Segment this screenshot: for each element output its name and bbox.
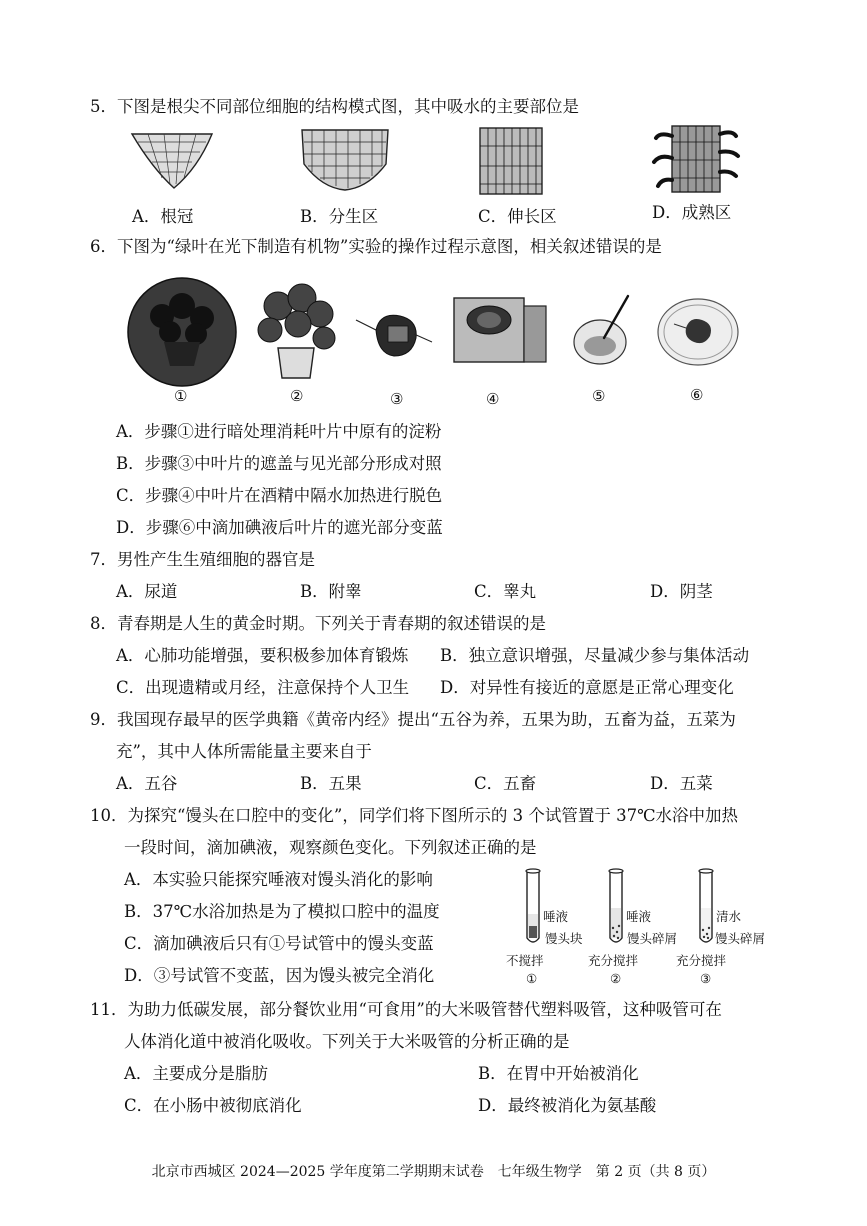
q8-option-d: D．对异性有接近的意愿是正常心理变化 bbox=[440, 678, 734, 697]
tube-1-number: ① bbox=[526, 971, 538, 986]
root-cap-figure bbox=[128, 128, 216, 192]
test-tube-3 bbox=[697, 868, 715, 948]
tube-2-number: ② bbox=[610, 971, 622, 986]
q11-stem-line-2: 人体消化道中被消化吸收。下列关于大米吸管的分析正确的是 bbox=[124, 1032, 570, 1051]
tube-3-bottom-label: 馒头碎屑 bbox=[715, 931, 766, 946]
potted-plant-figure bbox=[250, 282, 342, 382]
test-tube-2 bbox=[607, 868, 625, 948]
q7-option-b: B．附睾 bbox=[300, 582, 362, 601]
q9-stem-line-2: 充”，其中人体所需能量主要来自于 bbox=[116, 742, 372, 761]
q8-option-c: C．出现遗精或月经，注意保持个人卫生 bbox=[116, 678, 410, 697]
tube-3-top-label: 清水 bbox=[716, 909, 742, 924]
q9-option-a: A．五谷 bbox=[116, 774, 178, 793]
q11-option-d: D．最终被消化为氨基酸 bbox=[478, 1096, 657, 1115]
iodine-dish-figure bbox=[656, 296, 740, 368]
q6-option-c: C．步骤④中叶片在酒精中隔水加热进行脱色 bbox=[116, 486, 443, 505]
q8-stem: 8．青春期是人生的黄金时期。下列关于青春期的叙述错误的是 bbox=[90, 614, 546, 633]
q9-option-d: D．五菜 bbox=[650, 774, 713, 793]
q6-option-a: A．步骤①进行暗处理消耗叶片中原有的淀粉 bbox=[116, 422, 442, 441]
q5-option-b: B．分生区 bbox=[300, 207, 379, 226]
q10-option-d: D．③号试管不变蓝，因为馒头被完全消化 bbox=[124, 966, 435, 985]
q9-option-b: B．五果 bbox=[300, 774, 362, 793]
q8-option-b: B．独立意识增强，尽量减少参与集体活动 bbox=[440, 646, 750, 665]
test-tube-1 bbox=[524, 868, 542, 948]
q9-stem-line-1: 9．我国现存最早的医学典籍《黄帝内经》提出“五谷为养，五果为助，五畜为益，五菜为 bbox=[90, 710, 736, 729]
tube-2-caption: 充分搅拌 bbox=[588, 953, 639, 968]
q8-option-a: A．心肺功能增强，要积极参加体育锻炼 bbox=[116, 646, 409, 665]
q10-option-a: A．本实验只能探究唾液对馒头消化的影响 bbox=[124, 870, 433, 889]
q6-option-d: D．步骤⑥中滴加碘液后叶片的遮光部分变蓝 bbox=[116, 518, 443, 537]
q10-stem-line-2: 一段时间，滴加碘液，观察颜色变化。下列叙述正确的是 bbox=[124, 838, 537, 857]
tube-3-caption: 充分搅拌 bbox=[676, 953, 727, 968]
q6-stem: 6．下图为“绿叶在光下制造有机物”实验的操作过程示意图，相关叙述错误的是 bbox=[90, 237, 662, 256]
step-4-label: ④ bbox=[486, 390, 500, 408]
maturation-zone-figure bbox=[650, 124, 742, 194]
covered-leaf-figure bbox=[354, 306, 434, 362]
q11-option-b: B．在胃中开始被消化 bbox=[478, 1064, 639, 1083]
tube-1-bottom-label: 馒头块 bbox=[545, 931, 583, 946]
tube-1-caption: 不搅拌 bbox=[506, 953, 544, 968]
q9-option-c: C．五畜 bbox=[474, 774, 537, 793]
page-footer: 北京市西城区 2024—2025 学年度第二学期期末试卷 七年级生物学 第 2 页（共 8 页） bbox=[151, 1164, 716, 1180]
q5-option-a: A．根冠 bbox=[132, 207, 194, 226]
step-3-label: ③ bbox=[390, 390, 404, 408]
step-5-label: ⑤ bbox=[592, 387, 606, 405]
tube-2-top-label: 唾液 bbox=[626, 909, 652, 924]
q7-stem: 7．男性产生生殖细胞的器官是 bbox=[90, 550, 315, 569]
dark-treatment-figure bbox=[124, 276, 240, 388]
q5-stem: 5．下图是根尖不同部位细胞的结构模式图，其中吸水的主要部位是 bbox=[90, 97, 579, 116]
rinse-figure bbox=[570, 292, 636, 368]
q11-option-a: A．主要成分是脂肪 bbox=[124, 1064, 268, 1083]
q7-option-c: C．睾丸 bbox=[474, 582, 537, 601]
q5-option-c: C．伸长区 bbox=[478, 207, 557, 226]
q7-option-a: A．尿道 bbox=[116, 582, 178, 601]
step-2-label: ② bbox=[290, 387, 304, 405]
q10-stem-line-1: 10．为探究“馒头在口腔中的变化”，同学们将下图所示的 3 个试管置于 37℃水浴中加热 bbox=[90, 806, 739, 825]
q7-option-d: D．阴茎 bbox=[650, 582, 713, 601]
q5-option-d: D．成熟区 bbox=[652, 203, 732, 222]
q6-option-b: B．步骤③中叶片的遮盖与见光部分形成对照 bbox=[116, 454, 442, 473]
water-bath-figure bbox=[452, 296, 548, 366]
step-1-label: ① bbox=[174, 387, 188, 405]
q10-option-b: B．37℃水浴加热是为了模拟口腔中的温度 bbox=[124, 902, 440, 921]
q11-option-c: C．在小肠中被彻底消化 bbox=[124, 1096, 302, 1115]
tube-2-bottom-label: 馒头碎屑 bbox=[627, 931, 678, 946]
elongation-zone-figure bbox=[476, 126, 546, 196]
q11-stem-line-1: 11．为助力低碳发展，部分餐饮业用“可食用”的大米吸管替代塑料吸管，这种吸管可在 bbox=[90, 1000, 722, 1019]
step-6-label: ⑥ bbox=[690, 386, 704, 404]
tube-3-number: ③ bbox=[700, 971, 712, 986]
q10-option-c: C．滴加碘液后只有①号试管中的馒头变蓝 bbox=[124, 934, 434, 953]
meristem-figure bbox=[298, 126, 392, 192]
tube-1-top-label: 唾液 bbox=[543, 909, 569, 924]
